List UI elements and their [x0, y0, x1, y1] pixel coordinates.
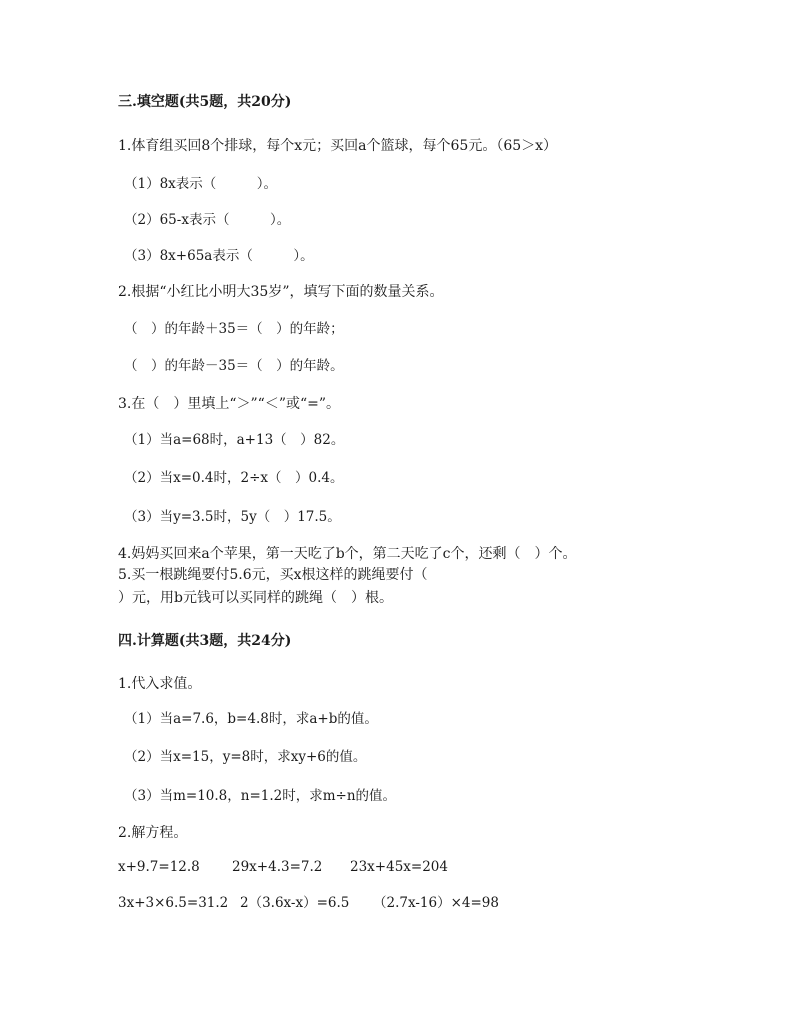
calc-question-1-stem: 1.代入求值。	[118, 676, 202, 692]
question-1-part-3: （3）8x+65a表示（ ）。	[124, 248, 314, 264]
question-2-part-2: （ ）的年龄－35＝（ ）的年龄。	[124, 358, 344, 374]
question-4: 4.妈妈买回来a个苹果，第一天吃了b个，第二天吃了c个，还剩（ ）个。	[118, 546, 577, 562]
equation: 23x+45x=204	[350, 859, 448, 875]
question-2-part-1: （ ）的年龄＋35＝（ ）的年龄；	[124, 321, 344, 337]
question-2-stem: 2.根据“小红比小明大35岁”，填写下面的数量关系。	[118, 284, 444, 300]
question-3-part-2: （2）当x=0.4时，2÷x（ ）0.4。	[124, 470, 344, 486]
question-1-part-2: （2）65-x表示（ ）。	[124, 212, 291, 228]
calc-question-2-stem: 2.解方程。	[118, 825, 188, 841]
calc-question-1-part-1: （1）当a=7.6，b=4.8时，求a+b的值。	[124, 711, 378, 727]
question-3-stem: 3.在（ ）里填上“＞”“＜”或“=”。	[118, 396, 341, 412]
calc-question-1-part-3: （3）当m=10.8，n=1.2时，求m÷n的值。	[124, 788, 397, 804]
question-5-line-1: 5.买一根跳绳要付5.6元，买x根这样的跳绳要付（	[118, 567, 428, 583]
section-3-title: 三.填空题(共5题，共20分)	[118, 94, 292, 110]
equation: x+9.7=12.8	[118, 859, 200, 875]
question-5-line-2: ）元，用b元钱可以买同样的跳绳（ ）根。	[118, 590, 393, 606]
question-3-part-3: （3）当y=3.5时，5y（ ）17.5。	[124, 509, 341, 525]
equation: 29x+4.3=7.2	[232, 859, 323, 875]
question-1-stem: 1.体育组买回8个排球，每个x元；买回a个篮球，每个65元。（65＞x）	[118, 138, 558, 154]
section-4-title: 四.计算题(共3题，共24分)	[118, 633, 292, 649]
question-1-part-1: （1）8x表示（ ）。	[124, 176, 278, 192]
calc-question-1-part-2: （2）当x=15，y=8时，求xy+6的值。	[124, 749, 367, 765]
equation: （2.7x-16）×4=98	[373, 895, 499, 911]
equation: 2（3.6x-x）=6.5	[240, 895, 350, 911]
equation: 3x+3×6.5=31.2	[118, 895, 229, 911]
question-3-part-1: （1）当a=68时，a+13（ ）82。	[124, 432, 345, 448]
